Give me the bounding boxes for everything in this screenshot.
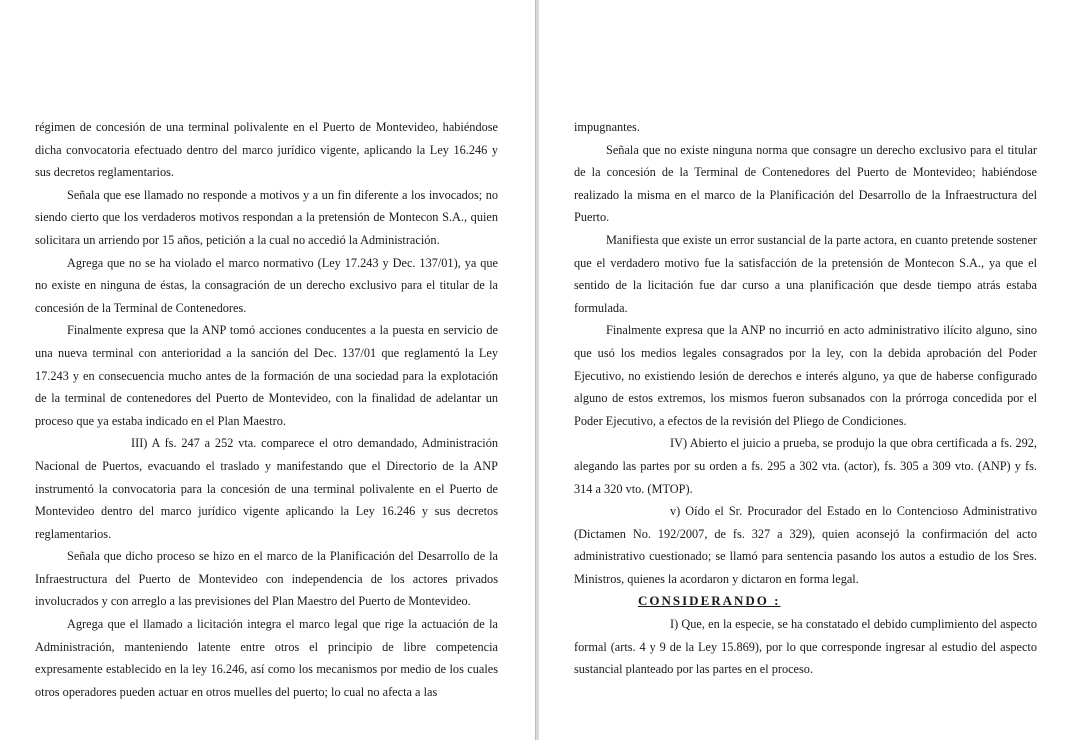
paragraph: Agrega que el llamado a licitación integra el marco legal que rige la actuación de la Administración, manteniendo latente entre otros el principio de libre competencia expresamente establecido en la ley 16.246, así como los mecanismos por medio de los cuales otros operadores pueden actuar en otros muelles del puerto; lo cual no afecta a las [35,617,498,699]
paragraph: I) Que, en la especie, se ha constatado el debido cumplimiento del aspecto formal (arts. 4 y 9 de la Ley 15.869), por lo que corresponde ingresar al estudio del aspecto sustancial planteado por las partes en el proceso. [574,617,1037,677]
paragraph: Finalmente expresa que la ANP tomó acciones conducentes a la puesta en servicio de una nueva terminal con anterioridad a la sanción del Dec. 137/01 que reglamentó la Ley 17.243 y en consecuencia mucho antes de la formación de una sociedad para la explotación de la terminal de contenedores del Puerto de Montevideo, con la finalidad de adelantar un proceso que ya estaba indicado en el Plan Maestro. [35,323,498,428]
paragraph: v) Oído el Sr. Procurador del Estado en lo Contencioso Administrativo (Dictamen No. 192/2007, de fs. 327 a 329), quien aconsejó la confirmación del acto administrativo cuestionado; se llamó para sentencia pasando los autos a estudio de los Sres. Ministros, quienes la acordaron y dictaron en forma legal. [574,504,1037,586]
paragraph: Señala que ese llamado no responde a motivos y a un fin diferente a los invocados; no siendo cierto que los verdaderos motivos respondan a la pretensión de Montecon S.A., quien solicitara un arriendo por 15 años, petición a la cual no accedió la Administración. [35,187,498,247]
left-page-text [35,116,498,703]
section-heading-considerando: CONSIDERANDO : [638,593,781,609]
paragraph: Señala que no existe ninguna norma que consagre un derecho exclusivo para el titular de la concesión de la Terminal de Contenedores del Puerto de Montevideo; habiéndose realizado la misma en el marco de la Planificación del Desarrollo de la Infraestructura del Puerto. [574,142,1037,225]
paragraph: Agrega que no se ha violado el marco normativo (Ley 17.243 y Dec. 137/01), ya que no existe en ninguna de éstas, la consagración de un derecho exclusivo para el titular de la concesión de la Terminal de Contenedores. [35,255,498,315]
paragraph: IV) Abierto el juicio a prueba, se produjo la que obra certificada a fs. 292, alegando las partes por su orden a fs. 295 a 302 vta. (actor), fs. 305 a 309 vto. (ANP) y fs. 314 a 320 vto. (MTOP). [574,436,1037,496]
paragraph: impugnantes. [574,120,640,134]
paragraph: Finalmente expresa que la ANP no incurrió en acto administrativo ilícito alguno, sino que usó los medios legales consagrados por la ley, con la debida aprobación del Poder Ejecutivo, no existiendo lesión de derechos e interés alguno, ya que de haberse configurado alguno de estos extremos, los mismos fueron subsanados con la prórroga concedida por el Poder Ejecutivo, a efectos de la revisión del Pliego de Condiciones. [574,323,1037,428]
paragraph: Señala que dicho proceso se hizo en el marco de la Planificación del Desarrollo de la Infraestructura del Puerto de Montevideo con independencia de los actores privados involucrados y con arreglo a las previsiones del Plan Maestro del Puerto de Montevideo. [35,549,498,609]
right-page [539,0,1080,740]
right-page-text [574,116,1037,681]
paragraph: III) A fs. 247 a 252 vta. comparece el otro demandado, Administración Nacional de Puertos, evacuando el traslado y manifestando que el Directorio de la ANP instrumentó la convocatoria para la concesión de una terminal polivalente en el Puerto de Montevideo dentro del marco jurídico vigente aplicando la Ley 16.246 y sus decretos reglamentarios. [35,436,498,541]
paragraph: Manifiesta que existe un error sustancial de la parte actora, en cuanto pretende sostener que el verdadero motivo fue la satisfacción de la pretensión de Montecon S.A., ya que el sentido de la licitación fue dar curso a una planificación que desde tiempo atrás estaba formulada. [574,232,1037,315]
left-page [0,0,535,740]
paragraph: régimen de concesión de una terminal polivalente en el Puerto de Montevideo, habiéndose dicha convocatoria efectuado dentro del marco jurídico vigente, aplicando la Ley 16.246 y sus decretos reglamentarios. [35,120,498,180]
